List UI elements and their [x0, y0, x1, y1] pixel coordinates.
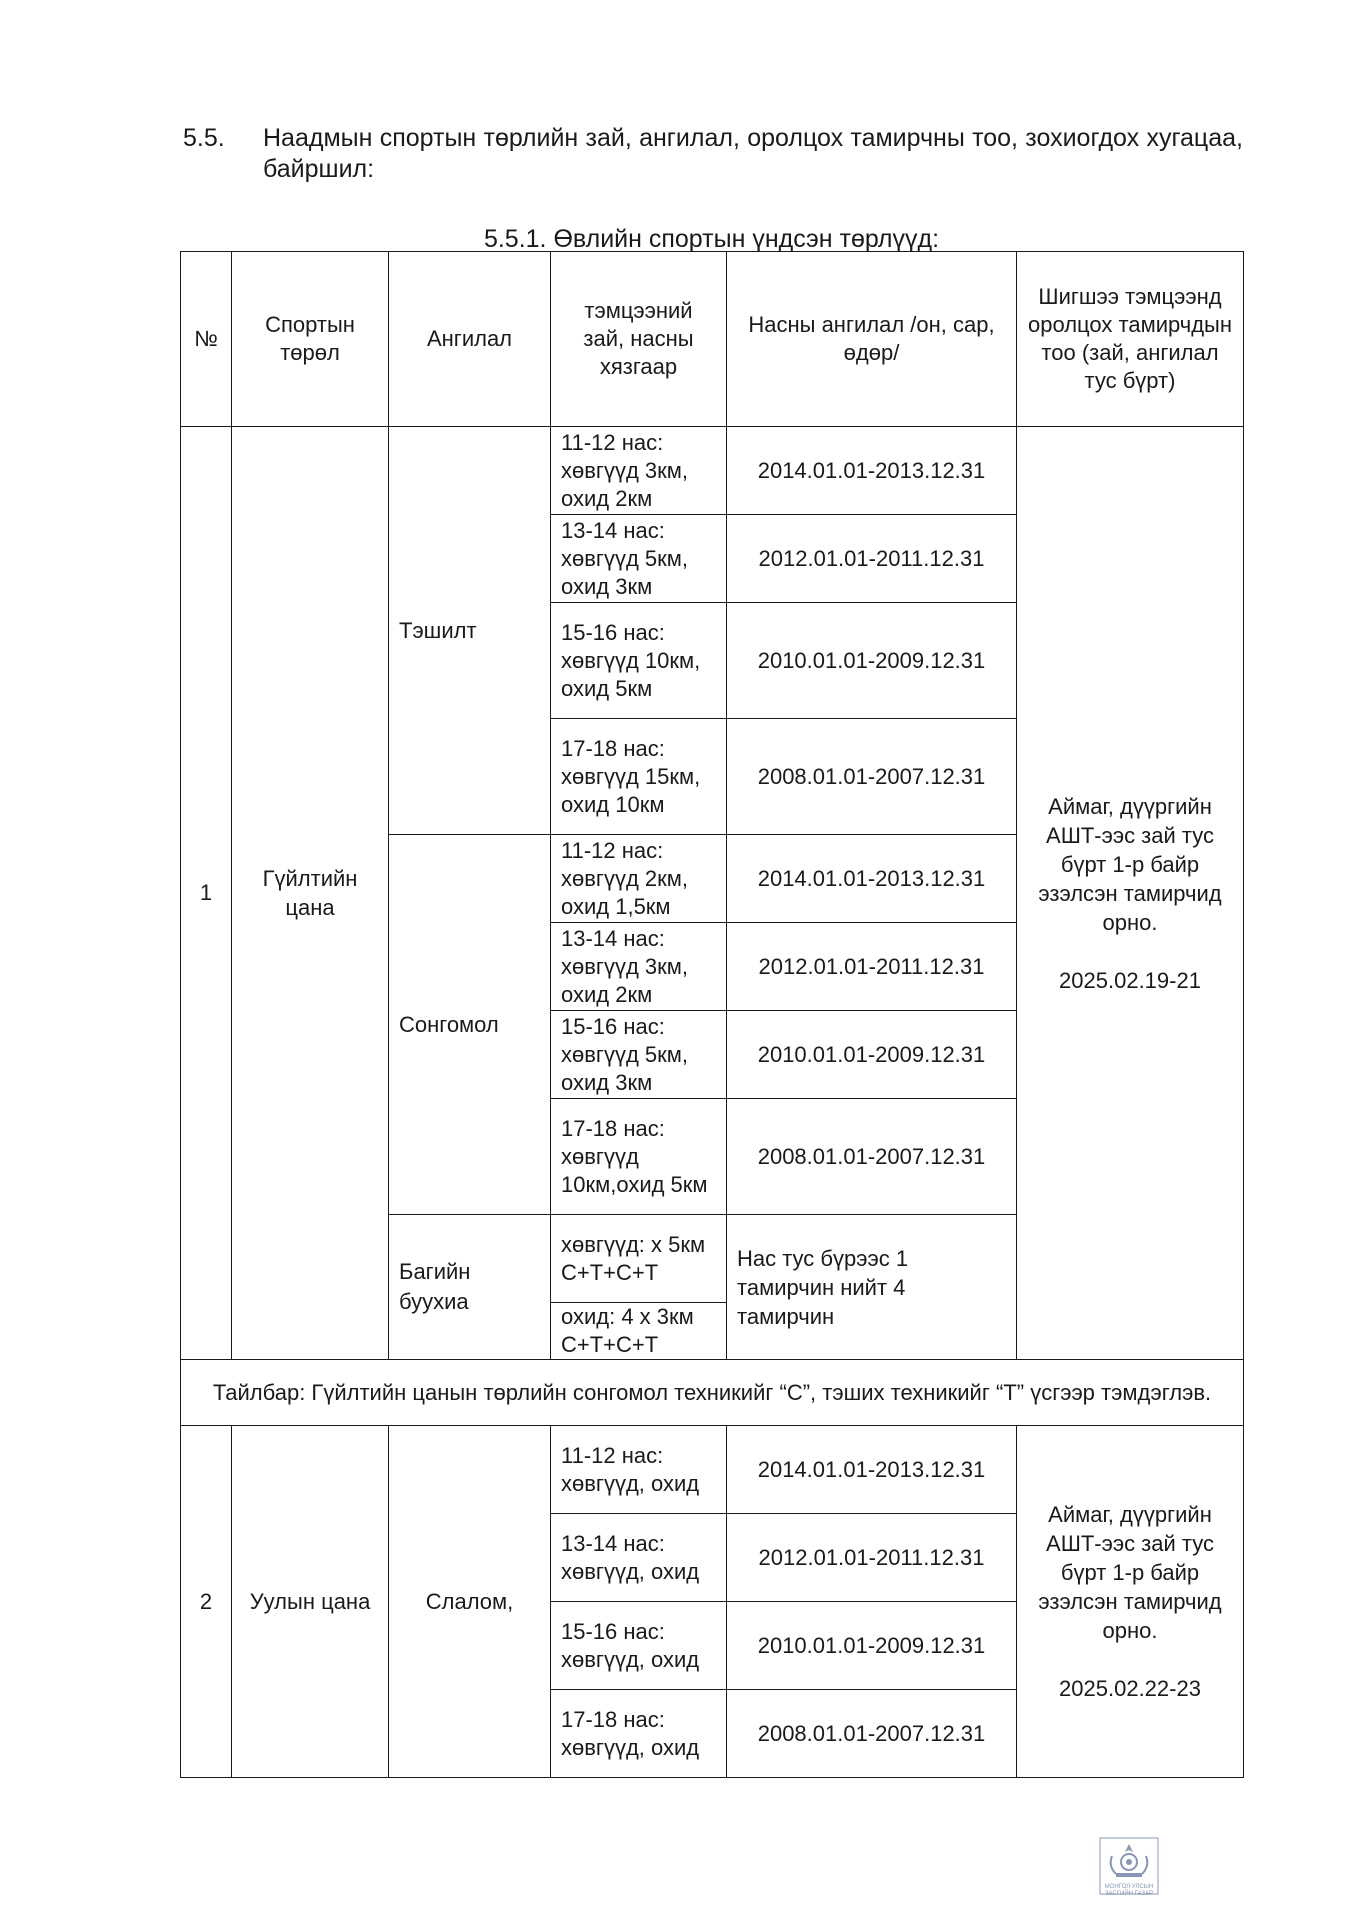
date-range-cell: 2014.01.01-2013.12.31	[727, 1426, 1017, 1514]
category-name: Багийн буухиа	[389, 1215, 551, 1360]
eligibility-text: Аймаг, дүүргийн АШТ-ээс зай тус бүрт 1-р байр эзэлсэн тамирчид орно.	[1038, 1502, 1222, 1643]
distance-cell: охид: 4 х 3км С+Т+С+Т	[551, 1303, 727, 1360]
distance-cell: 17-18 нас: хөвгүүд 10км,охид 5км	[551, 1099, 727, 1215]
distance-cell: 13-14 нас: хөвгүүд, охид	[551, 1514, 727, 1602]
section-number: 5.5.	[183, 124, 225, 152]
sport-number: 2	[181, 1426, 232, 1778]
date-range-cell: 2010.01.01-2009.12.31	[727, 1011, 1017, 1099]
category-name: Сонгомол	[389, 835, 551, 1215]
distance-cell: 11-12 нас: хөвгүүд 3км, охид 2км	[551, 427, 727, 515]
table-row	[181, 1426, 1244, 1514]
header-participants: Шигшээ тэмцээнд оролцох тамирчдын тоо (зай, ангилал тус бүрт)	[1017, 252, 1244, 427]
category-name: Тэшилт	[389, 427, 551, 835]
distance-cell: 15-16 нас: хөвгүүд, охид	[551, 1602, 727, 1690]
distance-cell: 15-16 нас: хөвгүүд 5км, охид 3км	[551, 1011, 727, 1099]
table-note: Тайлбар: Гүйлтийн цанын төрлийн сонгомол техникийг “С”, тэших техникийг “Т” үсгээр тэмдэглэв.	[181, 1360, 1244, 1426]
date-range-cell: 2010.01.01-2009.12.31	[727, 603, 1017, 719]
emblem-caption: МОНГОЛ УЛСЫН ЗАСГИЙН ГАЗАР	[1104, 1884, 1154, 1897]
distance-cell: 17-18 нас: хөвгүүд, охид	[551, 1690, 727, 1778]
header-no: №	[181, 252, 232, 427]
distance-cell: 13-14 нас: хөвгүүд 3км, охид 2км	[551, 923, 727, 1011]
date-range-cell: 2008.01.01-2007.12.31	[727, 1099, 1017, 1215]
competition-date: 2025.02.19-21	[1059, 967, 1201, 993]
participants-cell	[1017, 427, 1244, 1360]
eligibility-text: Аймаг, дүүргийн АШТ-ээс зай тус бүрт 1-р байр эзэлсэн тамирчид орно.	[1038, 793, 1222, 935]
date-range-cell: 2014.01.01-2013.12.31	[727, 835, 1017, 923]
header-sport: Спортын төрөл	[232, 252, 389, 427]
sport-name: Гүйлтийн цана	[232, 427, 389, 1360]
date-range-cell: 2014.01.01-2013.12.31	[727, 427, 1017, 515]
category-name: Слалом,	[389, 1426, 551, 1778]
date-range-cell: 2010.01.01-2009.12.31	[727, 1602, 1017, 1690]
sport-name: Уулын цана	[232, 1426, 389, 1778]
table-header-row	[181, 252, 1244, 427]
header-distance: тэмцээний зай, насны хязгаар	[551, 252, 727, 427]
distance-cell: 11-12 нас: хөвгүүд 2км, охид 1,5км	[551, 835, 727, 923]
sport-number: 1	[181, 427, 232, 1360]
date-range-cell: 2008.01.01-2007.12.31	[727, 719, 1017, 835]
header-category: Ангилал	[389, 252, 551, 427]
distance-cell: хөвгүүд: х 5км С+Т+С+Т	[551, 1215, 727, 1303]
distance-cell: 17-18 нас: хөвгүүд 15км, охид 10км	[551, 719, 727, 835]
subsection-title: 5.5.1. Өвлийн спортын үндсэн төрлүүд:	[483, 225, 940, 253]
date-range-cell: 2012.01.01-2011.12.31	[727, 515, 1017, 603]
date-range-cell: 2012.01.01-2011.12.31	[727, 923, 1017, 1011]
distance-cell: 13-14 нас: хөвгүүд 5км, охид 3км	[551, 515, 727, 603]
section-text: Наадмын спортын төрлийн зай, ангилал, оролцох тамирчны тоо, зохиогдох хугацаа, байршил:	[263, 124, 1243, 183]
table-row	[181, 427, 1244, 515]
participants-cell	[1017, 1426, 1244, 1778]
sports-table	[180, 251, 1244, 1778]
table-note-row	[181, 1360, 1244, 1426]
distance-cell: 11-12 нас: хөвгүүд, охид	[551, 1426, 727, 1514]
date-range-cell: 2008.01.01-2007.12.31	[727, 1690, 1017, 1778]
date-range-cell: 2012.01.01-2011.12.31	[727, 1514, 1017, 1602]
header-age-class: Насны ангилал /он, сар, өдөр/	[727, 252, 1017, 427]
distance-cell: 15-16 нас: хөвгүүд 10км, охид 5км	[551, 603, 727, 719]
relay-participants-cell: Нас тус бүрээс 1 тамирчин нийт 4 тамирчин	[727, 1215, 1017, 1360]
competition-date: 2025.02.22-23	[1059, 1676, 1201, 1701]
